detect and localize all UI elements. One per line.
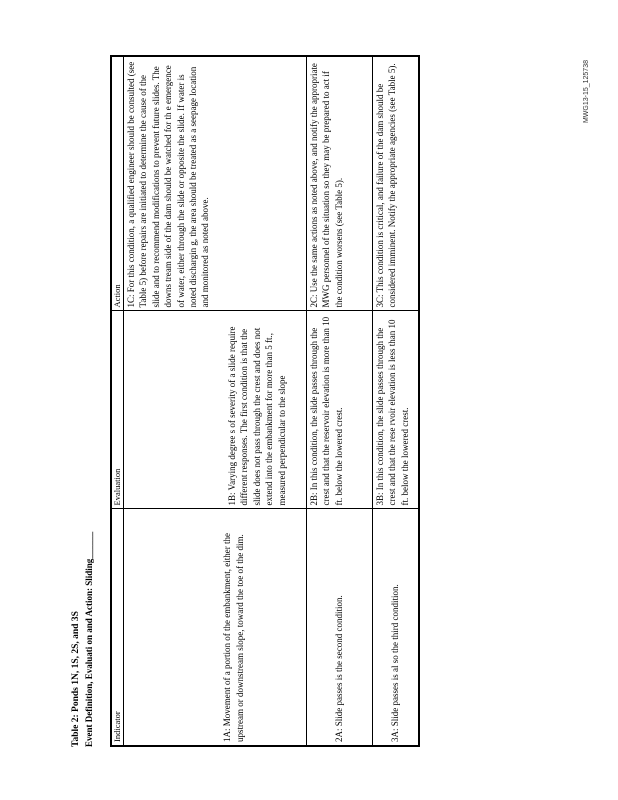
row3-evaluation: 3B: In this condition, the slide passes through the crest and that the rese rvoir elevation is less than 10 ft. below the lowered crest. bbox=[373, 311, 419, 509]
table-row bbox=[307, 56, 373, 746]
caption-title: Table 2: Ponds 1N, 1S, 2S, and 3S bbox=[71, 611, 81, 747]
caption-subtitle: Event Definition, Evaluati on and Action: Sliding______ bbox=[84, 531, 94, 747]
header-action: Action bbox=[111, 56, 124, 311]
row2-evaluation: 2B: In this condition, the slide passes through the crest and that the reservoir elevation is more than 10 ft. below the lowered crest. bbox=[307, 311, 373, 509]
header-indicator: Indicator bbox=[111, 509, 124, 746]
table-row bbox=[373, 56, 419, 746]
document-id-stamp: MWG13-15_125738 bbox=[583, 60, 590, 124]
row1-indicator: 1A: Movement of a portion of the embankment, either the upstream or downstream slope, toward the toe of the dim. bbox=[124, 509, 307, 746]
row2-indicator: 2A: Slide passes is the second condition. bbox=[307, 509, 373, 746]
row1-action: 1C: For this condition, a qualified engineer should be consulted (see Table 5) before repairs are initiated to determine the cause of the slide and to recommend modifications to prevent future slides. The downs tream side of the dam should be watched for th e emergence of water, either through the slide or opposite the slide. If water is noted dischargin g, the area should be treated as a seepage location and monitored as noted above. bbox=[124, 56, 307, 311]
table-caption bbox=[70, 57, 96, 747]
header-evaluation: Evaluation bbox=[111, 311, 124, 509]
row3-action: 3C: This condition is critical, and failure of the dam should be considered imminent. Notify the appropriate agencies (see Table 5). bbox=[373, 56, 419, 311]
table-header-row bbox=[111, 56, 124, 746]
row1-evaluation: 1B: Varying degree s of severity of a slide require different responses. The first condition is that the slide does not pass through the crest and does not extend into the embankment for more than 5 ft., measured perpendicular to the slope bbox=[124, 311, 307, 509]
sliding-event-table bbox=[110, 55, 420, 747]
table-row bbox=[124, 56, 307, 746]
rotated-page-content bbox=[70, 57, 440, 747]
row2-action: 2C: Use the same actions as noted above, and notify the appropriate MWG personnel of the situation so they may be prepared to act if the condition worsens (see Table 5). bbox=[307, 56, 373, 311]
row3-indicator: 3A: Slide passes is al so the third condition. bbox=[373, 509, 419, 746]
